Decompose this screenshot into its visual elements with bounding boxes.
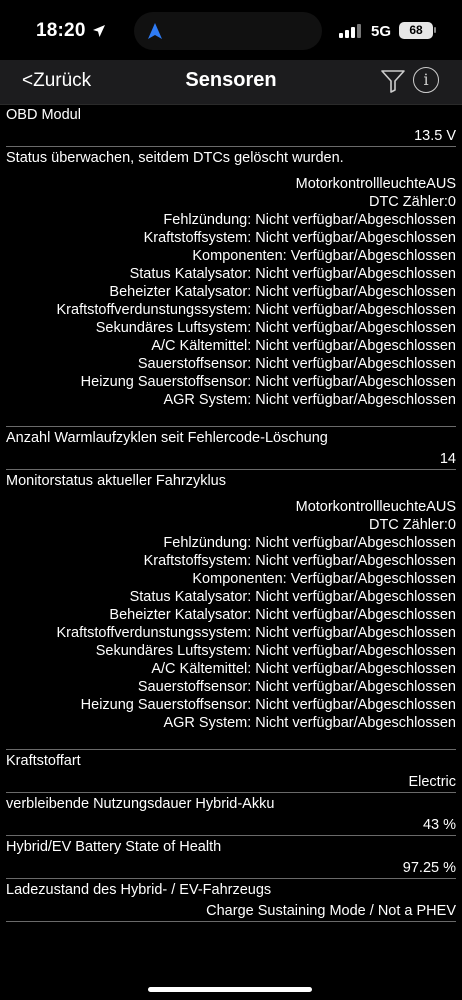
sensor-value: 14 (439, 451, 456, 467)
sensor-title: verbleibende Nutzungsdauer Hybrid-Akku (6, 796, 275, 812)
back-button[interactable]: <Zurück (22, 70, 92, 91)
sensor-value: 13.5 V (414, 128, 456, 144)
sensor-value: Beheizter Katalysator: Nicht verfügbar/Abgeschlossen (109, 284, 456, 300)
location-arrow-icon (92, 24, 106, 38)
sensor-section[interactable] (0, 104, 462, 145)
sensor-value: AGR System: Nicht verfügbar/Abgeschlossen (163, 715, 456, 731)
page-title: Sensoren (185, 69, 277, 91)
navigation-arrow-icon (148, 23, 162, 39)
sensor-value: Kraftstoffsystem: Nicht verfügbar/Abgeschlossen (143, 553, 456, 569)
sensor-value: Kraftstoffverdunstungssystem: Nicht verfügbar/Abgeschlossen (56, 302, 456, 318)
sensor-value: Heizung Sauerstoffsensor: Nicht verfügbar/Abgeschlossen (80, 697, 456, 713)
section-divider (6, 921, 456, 922)
sensor-title: OBD Modul (6, 107, 81, 123)
network-type: 5G (371, 23, 392, 40)
sensor-value: Kraftstoffverdunstungssystem: Nicht verfügbar/Abgeschlossen (56, 625, 456, 641)
sensor-section[interactable] (0, 147, 462, 425)
sensor-value: Komponenten: Verfügbar/Abgeschlossen (192, 248, 456, 264)
sensor-value: Sauerstoffsensor: Nicht verfügbar/Abgeschlossen (137, 356, 456, 372)
sensor-title: Status überwachen, seitdem DTCs gelöscht wurden. (6, 150, 344, 166)
info-icon[interactable]: i (413, 67, 439, 93)
sensor-section[interactable] (0, 750, 462, 791)
sensor-value: Komponenten: Verfügbar/Abgeschlossen (192, 571, 456, 587)
cellular-signal-icon (339, 24, 363, 38)
sensor-section[interactable] (0, 879, 462, 920)
sensor-value: Sekundäres Luftsystem: Nicht verfügbar/Abgeschlossen (95, 320, 456, 336)
sensor-value: Status Katalysator: Nicht verfügbar/Abgeschlossen (129, 589, 456, 605)
filter-icon[interactable] (380, 68, 406, 94)
navigation-bar (0, 60, 462, 105)
sensor-value: Sauerstoffsensor: Nicht verfügbar/Abgeschlossen (137, 679, 456, 695)
sensor-value: MotorkontrollleuchteAUS (295, 499, 456, 515)
sensor-value: DTC Zähler:0 (368, 517, 456, 533)
dynamic-island (134, 12, 322, 50)
sensor-title: Monitorstatus aktueller Fahrzyklus (6, 473, 226, 489)
sensor-title: Anzahl Warmlaufzyklen seit Fehlercode-Löschung (6, 430, 328, 446)
sensor-title: Hybrid/EV Battery State of Health (6, 839, 222, 855)
battery-tip (434, 27, 436, 33)
sensor-title: Kraftstoffart (6, 753, 81, 769)
sensor-value: AGR System: Nicht verfügbar/Abgeschlossen (163, 392, 456, 408)
sensor-value: Kraftstoffsystem: Nicht verfügbar/Abgeschlossen (143, 230, 456, 246)
sensor-value: Electric (408, 774, 456, 790)
sensor-value: MotorkontrollleuchteAUS (295, 176, 456, 192)
sensor-value: 97.25 % (402, 860, 456, 876)
status-time: 18:20 (36, 20, 86, 41)
sensor-value: Heizung Sauerstoffsensor: Nicht verfügbar/Abgeschlossen (80, 374, 456, 390)
sensor-section[interactable] (0, 470, 462, 748)
sensor-value: Fehlzündung: Nicht verfügbar/Abgeschlossen (163, 535, 456, 551)
home-indicator (148, 987, 312, 992)
sensor-list[interactable] (0, 104, 462, 964)
status-bar (0, 0, 462, 60)
sensor-value: Beheizter Katalysator: Nicht verfügbar/Abgeschlossen (109, 607, 456, 623)
sensor-value: A/C Kältemittel: Nicht verfügbar/Abgeschlossen (151, 661, 456, 677)
sensor-section[interactable] (0, 793, 462, 834)
sensor-value: Sekundäres Luftsystem: Nicht verfügbar/Abgeschlossen (95, 643, 456, 659)
sensor-value: 43 % (422, 817, 456, 833)
sensor-value: DTC Zähler:0 (368, 194, 456, 210)
battery-icon: 68 (399, 22, 433, 39)
sensor-section[interactable] (0, 836, 462, 877)
sensor-value: Charge Sustaining Mode / Not a PHEV (206, 903, 456, 919)
sensor-value: A/C Kältemittel: Nicht verfügbar/Abgeschlossen (151, 338, 456, 354)
sensor-value: Status Katalysator: Nicht verfügbar/Abgeschlossen (129, 266, 456, 282)
sensor-section[interactable] (0, 427, 462, 468)
sensor-value: Fehlzündung: Nicht verfügbar/Abgeschlossen (163, 212, 456, 228)
sensor-title: Ladezustand des Hybrid- / EV-Fahrzeugs (6, 882, 272, 898)
